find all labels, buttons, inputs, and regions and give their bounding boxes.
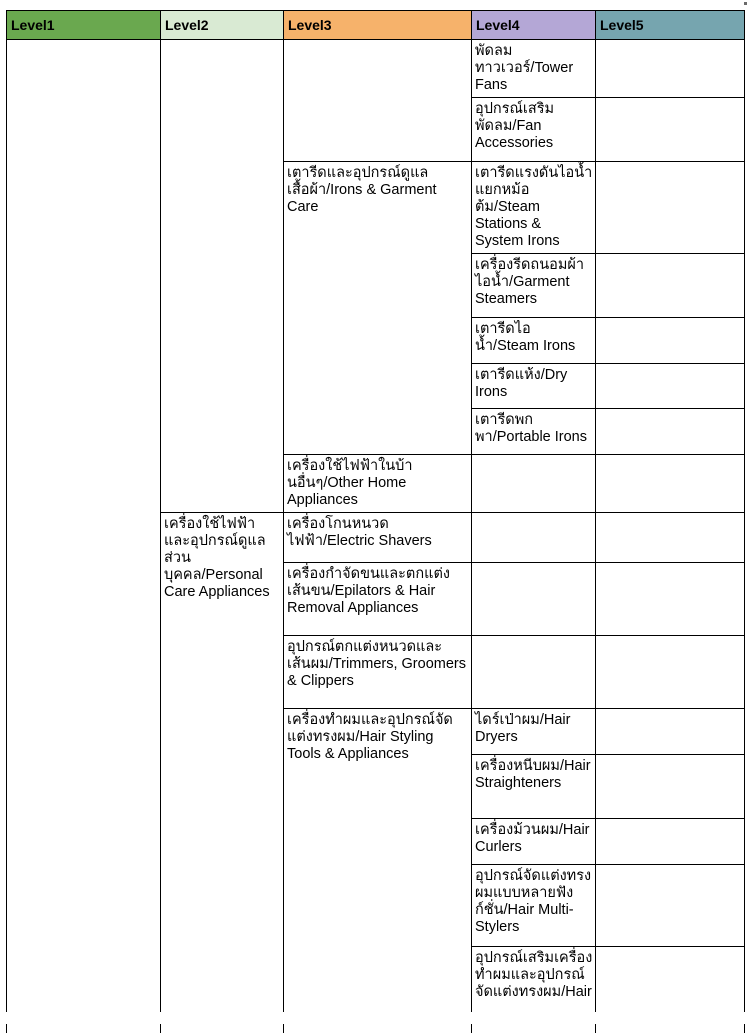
level4-cell-hair-multi-stylers: อุปกรณ์จัดแต่งทรงผมแบบหลายฟังก์ชั่น/Hair Multi-Stylers <box>472 865 596 947</box>
level5-cell <box>596 40 745 98</box>
level5-cell <box>596 563 745 636</box>
level5-cell <box>596 98 745 162</box>
header-row <box>7 11 745 40</box>
header-level2: Level2 <box>161 11 284 40</box>
header-level4: Level4 <box>472 11 596 40</box>
level5-cell <box>596 709 745 755</box>
level3-cell-trimmers: อุปกรณ์ตกแต่งหนวดและเส้นผม/Trimmers, Groomers & Clippers <box>284 636 472 709</box>
level4-cell-steam-stations: เตารีดแรงดันไอน้ำแยกหม้อต้ม/Steam Stations & System Irons <box>472 162 596 254</box>
table-row <box>7 40 745 98</box>
level5-cell <box>596 162 745 254</box>
level4-cell <box>472 513 596 563</box>
level3-cell <box>284 40 472 162</box>
level4-cell-tower-fans: พัดลมทาวเวอร์/Tower Fans <box>472 40 596 98</box>
level3-cell-electric-shavers: เครื่องโกนหนวดไฟฟ้า/Electric Shavers <box>284 513 472 563</box>
level2-cell <box>161 40 284 513</box>
level5-cell <box>596 865 745 947</box>
level4-cell-hair-curlers: เครื่องม้วนผม/Hair Curlers <box>472 819 596 865</box>
page-bottom-edge <box>0 1012 751 1024</box>
level2-cell-personal-care: เครื่องใช้ไฟฟ้าและอุปกรณ์ดูแลส่วนบุคคล/Personal Care Appliances <box>161 513 284 1033</box>
level3-cell-other-home-appliances: เครื่องใช้ไฟฟ้าในบ้านอื่นๆ/Other Home Appliances <box>284 455 472 513</box>
header-level1: Level1 <box>7 11 161 40</box>
level4-cell-garment-steamers: เครื่องรีดถนอมผ้าไอน้ำ/Garment Steamers <box>472 254 596 318</box>
level5-cell <box>596 636 745 709</box>
level5-cell <box>596 409 745 455</box>
level4-cell-dry-irons: เตารีดแห้ง/Dry Irons <box>472 364 596 409</box>
level4-cell-steam-irons: เตารีดไอน้ำ/Steam Irons <box>472 318 596 364</box>
level4-cell-portable-irons: เตารีดพกพา/Portable Irons <box>472 409 596 455</box>
level5-cell <box>596 755 745 819</box>
level4-cell <box>472 563 596 636</box>
level5-cell <box>596 455 745 513</box>
level4-cell-hair-tool-accessories: อุปกรณ์เสริมเครื่องทำผมและอุปกรณ์จัดแต่งทรงผม/Hair <box>472 947 596 1033</box>
level1-cell <box>7 40 161 1033</box>
level5-cell <box>596 318 745 364</box>
header-level5: Level5 <box>596 11 745 40</box>
level5-cell <box>596 819 745 865</box>
level5-cell <box>596 513 745 563</box>
level4-cell <box>472 455 596 513</box>
level3-cell-hair-styling: เครื่องทำผมและอุปกรณ์จัดแต่งทรงผม/Hair Styling Tools & Appliances <box>284 709 472 1033</box>
level4-cell <box>472 636 596 709</box>
category-table <box>6 10 745 1033</box>
level3-cell-irons-garment-care: เตารีดและอุปกรณ์ดูแลเสื้อผ้า/Irons & Garment Care <box>284 162 472 455</box>
level5-cell <box>596 254 745 318</box>
level4-cell-hair-dryers: ไดร์เป่าผม/Hair Dryers <box>472 709 596 755</box>
level3-cell-epilators: เครื่องกำจัดขนและตกแต่งเส้นขน/Epilators & Hair Removal Appliances <box>284 563 472 636</box>
level4-cell-hair-straighteners: เครื่องหนีบผม/Hair Straighteners <box>472 755 596 819</box>
corner-marker <box>744 2 747 5</box>
level5-cell <box>596 364 745 409</box>
level4-cell-fan-accessories: อุปกรณ์เสริมพัดลม/Fan Accessories <box>472 98 596 162</box>
header-level3: Level3 <box>284 11 472 40</box>
